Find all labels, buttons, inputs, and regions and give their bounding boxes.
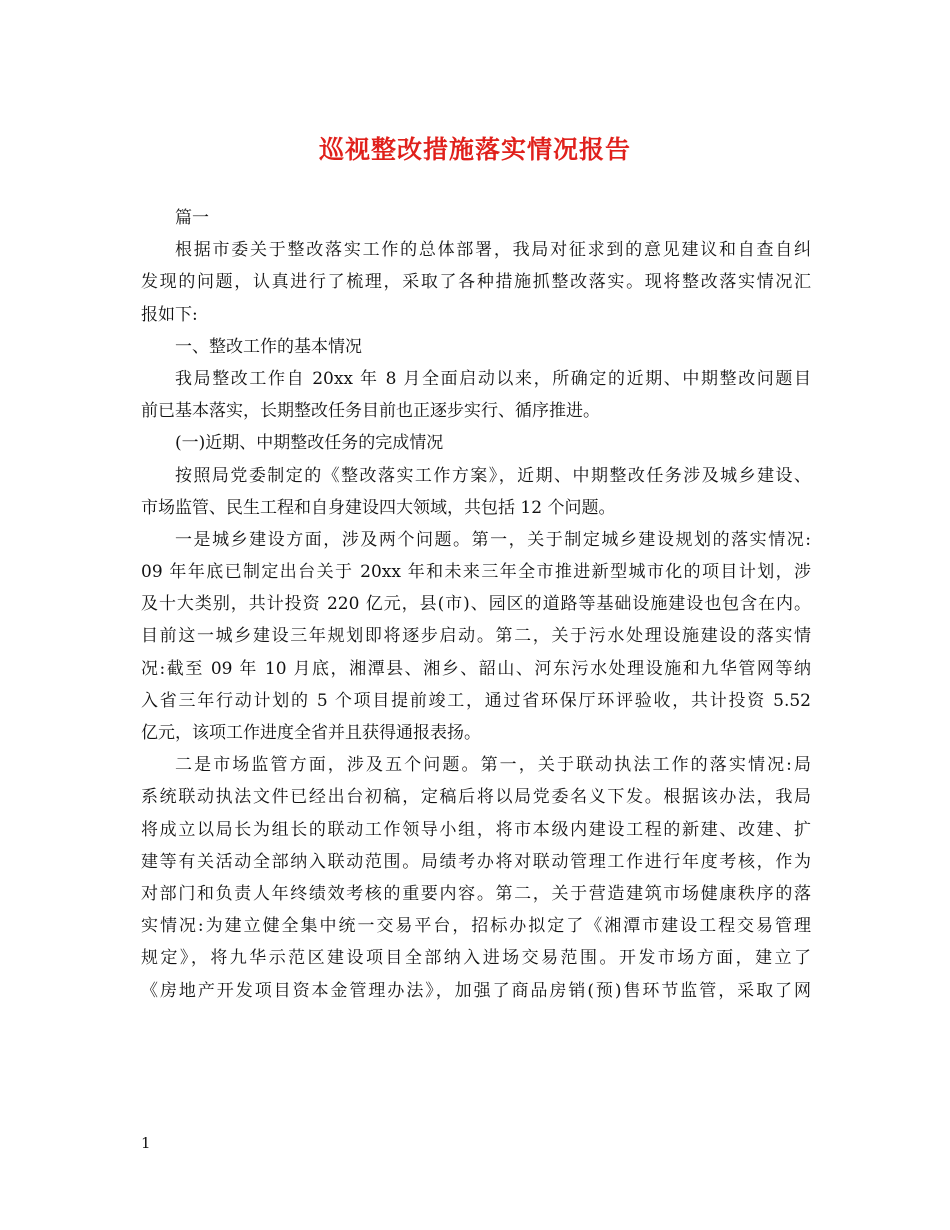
- body-line: 亿元，该项工作进度全省并且获得通报表扬。: [141, 723, 481, 743]
- body-line: 将成立以局长为组长的联动工作领导小组，将市本级内建设工程的新建、改建、扩: [141, 819, 811, 840]
- page-number: 1: [141, 1134, 151, 1152]
- body-line: 报如下:: [141, 304, 198, 325]
- body-line: 按照局党委制定的《整改落实工作方案》，近期、中期整改任务涉及城乡建设、: [175, 465, 811, 486]
- body-line: 目前这一城乡建设三年规划即将逐步启动。第二，关于污水处理设施建设的落实情: [141, 626, 811, 647]
- body-line: 一是城乡建设方面，涉及两个问题。第一，关于制定城乡建设规划的落实情况:: [175, 529, 811, 550]
- body-line: 二是市场监管方面，涉及五个问题。第一，关于联动执法工作的落实情况:局: [175, 755, 811, 776]
- body-line: 发现的问题，认真进行了梳理，采取了各种措施抓整改落实。现将整改落实情况汇: [141, 272, 811, 293]
- body-line: 况:截至 09 年 10 月底，湘潭县、湘乡、韶山、河东污水处理设施和九华管网等纳: [141, 658, 811, 679]
- body-line: 入省三年行动计划的 5 个项目提前竣工，通过省环保厅环评验收，共计投资 5.52: [141, 690, 811, 711]
- body-line: 规定》，将九华示范区建设项目全部纳入进场交易范围。开发市场方面，建立了: [141, 948, 811, 969]
- body-line: 一、整改工作的基本情况: [175, 336, 362, 357]
- body-line: 我局整改工作自 20xx 年 8 月全面启动以来，所确定的近期、中期整改问题目: [175, 368, 811, 389]
- body-line: (一)近期、中期整改任务的完成情况: [175, 433, 444, 454]
- body-line: 前已基本落实，长期整改任务目前也正逐步实行、循序推进。: [141, 401, 600, 422]
- body-line: 09 年年底已制定出台关于 20xx 年和未来三年全市推进新型城市化的项目计划，涉: [141, 562, 811, 583]
- body-line: 《房地产开发项目资本金管理办法》，加强了商品房销(预)售环节监管，采取了网: [141, 980, 811, 1001]
- body-line: 及十大类别，共计投资 220 亿元，县(市)、园区的道路等基础设施建设也包含在内。: [141, 594, 811, 615]
- document-body: [141, 202, 811, 1007]
- body-line: 建等有关活动全部纳入联动范围。局绩考办将对联动管理工作进行年度考核，作为: [141, 851, 811, 872]
- body-line: 篇一: [175, 208, 209, 228]
- body-line: 根据市委关于整改落实工作的总体部署，我局对征求到的意见建议和自查自纠: [175, 240, 811, 261]
- body-line: 系统联动执法文件已经出台初稿，定稿后将以局党委名义下发。根据该办法，我局: [141, 787, 811, 808]
- body-line: 实情况:为建立健全集中统一交易平台，招标办拟定了《湘潭市建设工程交易管理: [141, 916, 811, 937]
- body-line: 市场监管、民生工程和自身建设四大领域，共包括 12 个问题。: [141, 497, 616, 518]
- document-title: 巡视整改措施落实情况报告: [318, 135, 631, 164]
- body-line: 对部门和负责人年终绩效考核的重要内容。第二，关于营造建筑市场健康秩序的落: [141, 883, 811, 904]
